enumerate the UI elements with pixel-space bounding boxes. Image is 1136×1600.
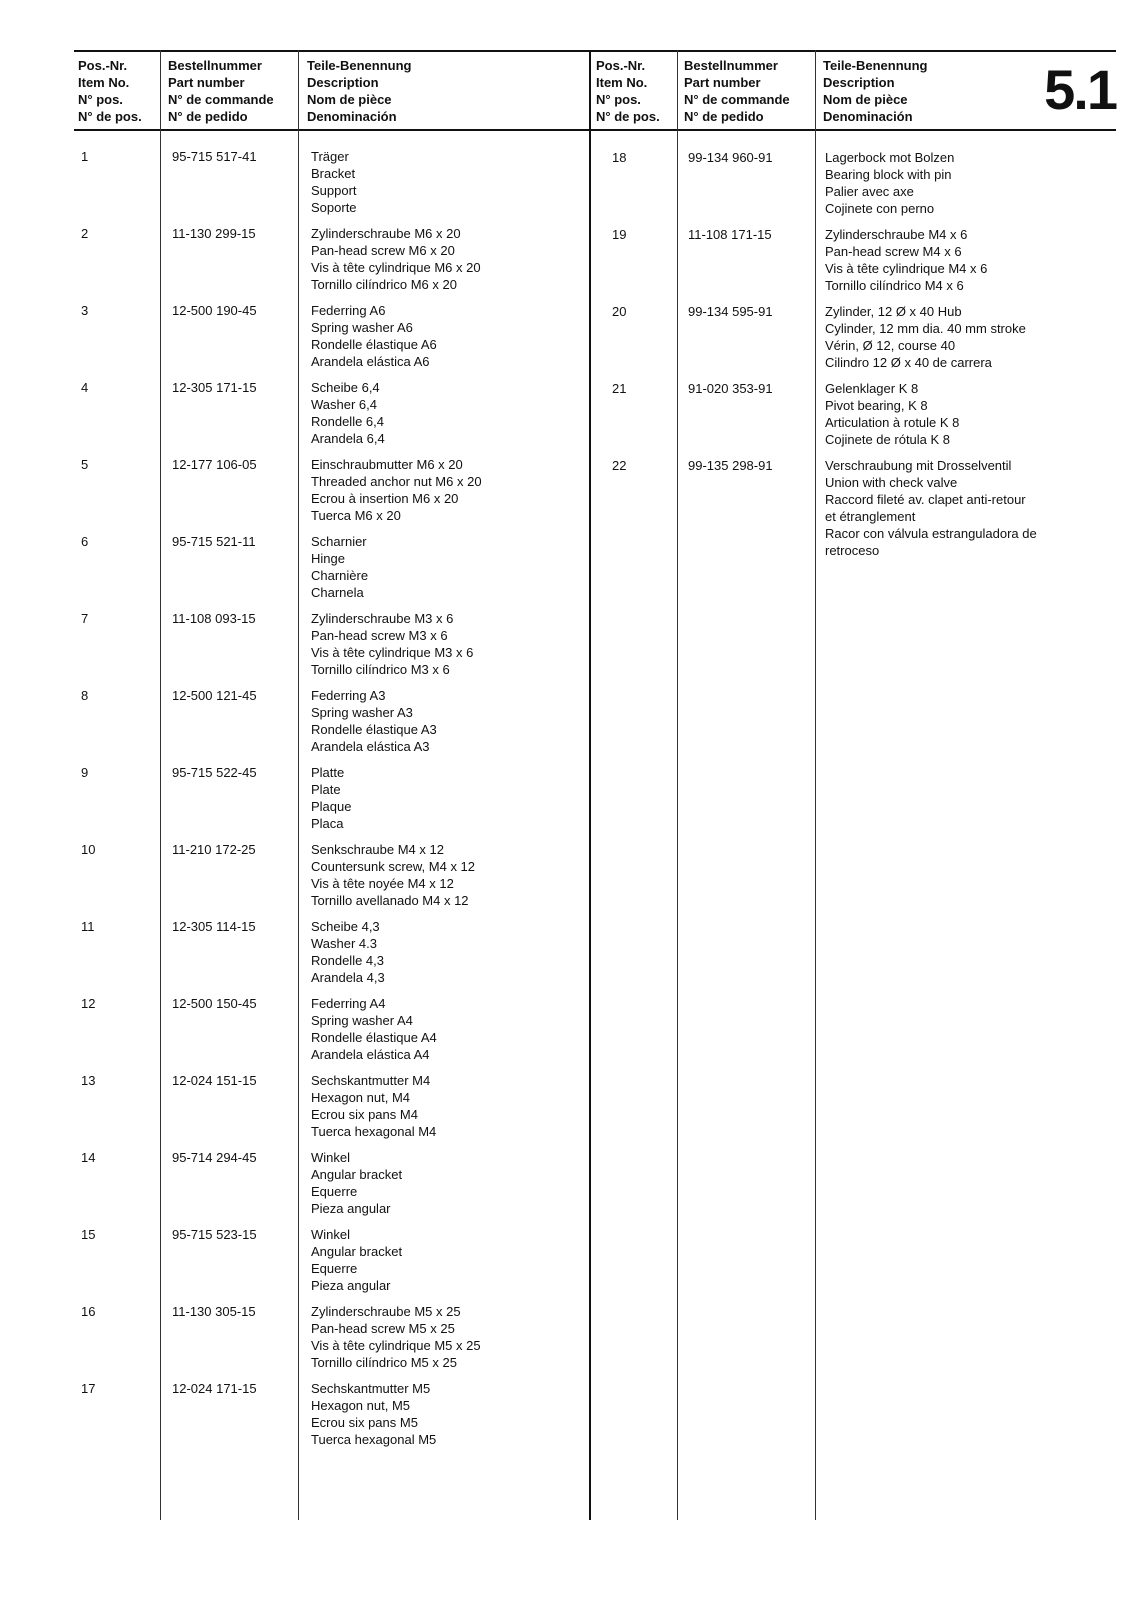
pos-cell: 22	[612, 458, 627, 473]
description-line: Sechskantmutter M4	[311, 1073, 431, 1088]
table-row	[0, 1072, 1136, 1152]
description-line: Spring washer A4	[311, 1013, 413, 1028]
header-text: N° de commande	[684, 92, 790, 107]
header-pos-left	[78, 57, 142, 125]
description-line: Hinge	[311, 551, 345, 566]
description-cell	[311, 918, 385, 986]
description-line: Pivot bearing, K 8	[825, 398, 928, 413]
description-cell	[311, 610, 473, 678]
description-line: Charnière	[311, 568, 369, 583]
pos-cell: 9	[81, 765, 89, 780]
description-line: Angular bracket	[311, 1167, 403, 1182]
header-text: Item No.	[596, 75, 648, 90]
top-rule	[74, 50, 1116, 52]
header-text: Bestellnummer	[168, 58, 262, 73]
pos-cell: 15	[81, 1227, 96, 1242]
header-text: Pos.-Nr.	[596, 58, 646, 73]
description-line: Arandela elástica A3	[311, 739, 430, 754]
description-line: Plate	[311, 782, 341, 797]
table-row	[0, 149, 1136, 229]
table-row	[0, 226, 1136, 306]
description-line: Tornillo cilíndrico M5 x 25	[311, 1355, 457, 1370]
description-line: Tuerca M6 x 20	[311, 508, 401, 523]
table-row	[0, 1303, 1136, 1383]
description-line: Ecrou à insertion M6 x 20	[311, 491, 459, 506]
description-line: Union with check valve	[825, 475, 958, 490]
pos-cell: 3	[81, 303, 89, 318]
header-text: N° de pos.	[78, 109, 142, 124]
description-line: Palier avec axe	[825, 184, 914, 199]
description-line: Arandela elástica A4	[311, 1047, 430, 1062]
description-line: Arandela 4,3	[311, 970, 385, 985]
description-line: Zylinderschraube M3 x 6	[311, 611, 454, 626]
part-number-cell: 11-130 299-15	[172, 226, 256, 241]
header-text: Teile-Benennung	[823, 58, 928, 73]
header-desc-right	[823, 57, 927, 125]
header-desc-left	[307, 57, 411, 125]
description-line: Zylinder, 12 Ø x 40 Hub	[825, 304, 962, 319]
description-line: Pan-head screw M6 x 20	[311, 243, 455, 258]
description-line: Scheibe 4,3	[311, 919, 380, 934]
description-line: Equerre	[311, 1261, 358, 1276]
description-line: Vis à tête cylindrique M6 x 20	[311, 260, 481, 275]
part-number-cell: 11-108 093-15	[172, 611, 256, 626]
description-line: Bearing block with pin	[825, 167, 952, 182]
pos-cell: 5	[81, 457, 89, 472]
description-line: Hexagon nut, M4	[311, 1090, 411, 1105]
header-text: N° de pedido	[684, 109, 764, 124]
pos-cell: 17	[81, 1381, 96, 1396]
description-line: Lagerbock mot Bolzen	[825, 150, 955, 165]
table-row	[0, 687, 1136, 767]
description-line: Federring A4	[311, 996, 386, 1011]
description-line: Tuerca hexagonal M4	[311, 1124, 437, 1139]
description-line: Platte	[311, 765, 345, 780]
table-row	[0, 380, 1136, 460]
header-text: N° de pos.	[596, 109, 660, 124]
description-line: Tuerca hexagonal M5	[311, 1432, 437, 1447]
description-line: Rondelle élastique A3	[311, 722, 437, 737]
part-number-cell: 12-305 114-15	[172, 919, 256, 934]
description-line: Rondelle élastique A6	[311, 337, 437, 352]
description-line: Tornillo cilíndrico M3 x 6	[311, 662, 450, 677]
description-line: Articulation à rotule K 8	[825, 415, 960, 430]
description-line: Winkel	[311, 1227, 351, 1242]
description-line: Placa	[311, 816, 344, 831]
description-cell	[311, 687, 437, 755]
description-line: Rondelle 4,3	[311, 953, 384, 968]
description-line: Federring A6	[311, 303, 386, 318]
description-cell	[311, 1149, 402, 1217]
description-line: Verschraubung mit Drosselventil	[825, 458, 1012, 473]
description-line: Scheibe 6,4	[311, 380, 380, 395]
description-cell	[311, 1072, 436, 1140]
pos-cell: 4	[81, 380, 89, 395]
pos-cell: 19	[612, 227, 627, 242]
description-line: Arandela 6,4	[311, 431, 385, 446]
description-line: Senkschraube M4 x 12	[311, 842, 444, 857]
part-number-cell: 12-024 171-15	[172, 1381, 257, 1396]
pos-cell: 20	[612, 304, 627, 319]
description-line: Angular bracket	[311, 1244, 403, 1259]
part-number-cell: 95-715 521-11	[172, 534, 256, 549]
description-line: Threaded anchor nut M6 x 20	[311, 474, 482, 489]
pos-cell: 7	[81, 611, 89, 626]
description-line: Raccord fileté av. clapet anti-retour	[825, 492, 1026, 507]
part-number-cell: 11-130 305-15	[172, 1304, 256, 1319]
pos-cell: 2	[81, 226, 89, 241]
part-number-cell: 91-020 353-91	[688, 381, 773, 396]
description-line: Träger	[311, 149, 349, 164]
description-line: Washer 6,4	[311, 397, 377, 412]
description-line: Tornillo avellanado M4 x 12	[311, 893, 469, 908]
table-row	[0, 457, 1136, 567]
table-row	[0, 303, 1136, 383]
header-bottom-rule	[74, 129, 1116, 131]
header-pos-right	[596, 57, 660, 125]
pos-cell: 13	[81, 1073, 96, 1088]
section-number: 5.1	[1044, 58, 1116, 121]
description-line: Bracket	[311, 166, 356, 181]
description-cell	[311, 764, 351, 832]
description-line: Zylinderschraube M6 x 20	[311, 226, 461, 241]
table-row	[0, 610, 1136, 690]
part-number-cell: 95-715 517-41	[172, 149, 257, 164]
description-line: Federring A3	[311, 688, 386, 703]
part-number-cell: 95-715 523-15	[172, 1227, 257, 1242]
header-text: Denominación	[823, 109, 913, 124]
header-text: Nom de pièce	[823, 92, 908, 107]
description-line: retroceso	[825, 543, 880, 558]
table-row	[0, 1226, 1136, 1306]
description-line: Spring washer A3	[311, 705, 413, 720]
description-line: Vis à tête cylindrique M4 x 6	[825, 261, 988, 276]
description-line: Vis à tête cylindrique M5 x 25	[311, 1338, 481, 1353]
part-number-cell: 12-024 151-15	[172, 1073, 257, 1088]
header-text: Description	[307, 75, 379, 90]
description-line: Vis à tête cylindrique M3 x 6	[311, 645, 474, 660]
part-number-cell: 12-305 171-15	[172, 380, 257, 395]
description-cell	[825, 226, 987, 294]
header-text: Part number	[168, 75, 245, 90]
pos-cell: 11	[81, 919, 95, 934]
description-line: Vis à tête noyée M4 x 12	[311, 876, 454, 891]
description-cell	[311, 841, 475, 909]
table-row	[0, 841, 1136, 921]
table-row	[0, 1149, 1136, 1229]
description-line: Zylinderschraube M4 x 6	[825, 227, 968, 242]
description-line: Equerre	[311, 1184, 358, 1199]
description-line: et étranglement	[825, 509, 916, 524]
description-line: Racor con válvula estranguladora de	[825, 526, 1037, 541]
description-line: Cilindro 12 Ø x 40 de carrera	[825, 355, 992, 370]
header-text: Part number	[684, 75, 761, 90]
pos-cell: 16	[81, 1304, 96, 1319]
pos-cell: 21	[612, 381, 627, 396]
description-line: Ecrou six pans M5	[311, 1415, 418, 1430]
table-row	[0, 995, 1136, 1075]
part-number-cell: 12-177 106-05	[172, 457, 257, 472]
description-line: Countersunk screw, M4 x 12	[311, 859, 476, 874]
description-cell	[311, 1380, 436, 1448]
description-line: Tornillo cilíndrico M6 x 20	[311, 277, 457, 292]
description-line: Pieza angular	[311, 1201, 391, 1216]
description-line: Vérin, Ø 12, course 40	[825, 338, 956, 353]
description-line: Soporte	[311, 200, 357, 215]
part-number-cell: 99-134 960-91	[688, 150, 773, 165]
description-line: Pan-head screw M3 x 6	[311, 628, 448, 643]
description-line: Pan-head screw M4 x 6	[825, 244, 962, 259]
description-cell	[311, 1226, 402, 1294]
pos-cell: 14	[81, 1150, 96, 1165]
header-text: N° pos.	[596, 92, 641, 107]
description-line: Winkel	[311, 1150, 351, 1165]
header-text: N° pos.	[78, 92, 123, 107]
description-line: Rondelle élastique A4	[311, 1030, 437, 1045]
description-line: Einschraubmutter M6 x 20	[311, 457, 463, 472]
part-number-cell: 99-135 298-91	[688, 458, 773, 473]
description-cell	[311, 995, 437, 1063]
pos-cell: 8	[81, 688, 89, 703]
pos-cell: 12	[81, 996, 96, 1011]
description-line: Ecrou six pans M4	[311, 1107, 418, 1122]
header-text: Description	[823, 75, 895, 90]
header-text: Pos.-Nr.	[78, 58, 128, 73]
description-line: Hexagon nut, M5	[311, 1398, 411, 1413]
table-row	[0, 918, 1136, 998]
description-line: Cylinder, 12 mm dia. 40 mm stroke	[825, 321, 1026, 336]
description-cell	[311, 1303, 481, 1371]
part-number-cell: 99-134 595-91	[688, 304, 773, 319]
description-line: Cojinete con perno	[825, 201, 935, 216]
header-text: Item No.	[78, 75, 130, 90]
description-line: Tornillo cilíndrico M4 x 6	[825, 278, 964, 293]
description-cell	[825, 380, 959, 448]
description-line: Zylinderschraube M5 x 25	[311, 1304, 461, 1319]
header-part-left	[168, 57, 274, 125]
part-number-cell: 12-500 150-45	[172, 996, 257, 1011]
description-line: Arandela elástica A6	[311, 354, 430, 369]
header-text: Bestellnummer	[684, 58, 778, 73]
table-row	[0, 764, 1136, 844]
description-line: Rondelle 6,4	[311, 414, 384, 429]
description-line: Pan-head screw M5 x 25	[311, 1321, 455, 1336]
pos-cell: 1	[81, 149, 89, 164]
description-line: Scharnier	[311, 534, 367, 549]
header-text: Denominación	[307, 109, 397, 124]
header-text: N° de pedido	[168, 109, 248, 124]
header-text: Nom de pièce	[307, 92, 392, 107]
part-number-cell: 95-714 294-45	[172, 1150, 257, 1165]
part-number-cell: 12-500 190-45	[172, 303, 257, 318]
header-part-right	[684, 57, 790, 125]
part-number-cell: 11-210 172-25	[172, 842, 256, 857]
description-line: Washer 4.3	[311, 936, 377, 951]
pos-cell: 10	[81, 842, 96, 857]
pos-cell: 18	[612, 150, 627, 165]
description-line: Gelenklager K 8	[825, 381, 919, 396]
description-line: Plaque	[311, 799, 352, 814]
part-number-cell: 12-500 121-45	[172, 688, 257, 703]
table-row	[0, 1380, 1136, 1460]
description-line: Support	[311, 183, 357, 198]
header-text: Teile-Benennung	[307, 58, 412, 73]
description-cell	[825, 303, 1026, 371]
part-number-cell: 95-715 522-45	[172, 765, 257, 780]
pos-cell: 6	[81, 534, 89, 549]
description-line: Sechskantmutter M5	[311, 1381, 431, 1396]
part-number-cell: 11-108 171-15	[688, 227, 772, 242]
header-text: N° de commande	[168, 92, 274, 107]
description-cell	[825, 457, 1037, 559]
description-line: Pieza angular	[311, 1278, 391, 1293]
description-line: Spring washer A6	[311, 320, 413, 335]
description-line: Charnela	[311, 585, 364, 600]
description-line: Cojinete de rótula K 8	[825, 432, 951, 447]
description-cell	[825, 149, 954, 217]
